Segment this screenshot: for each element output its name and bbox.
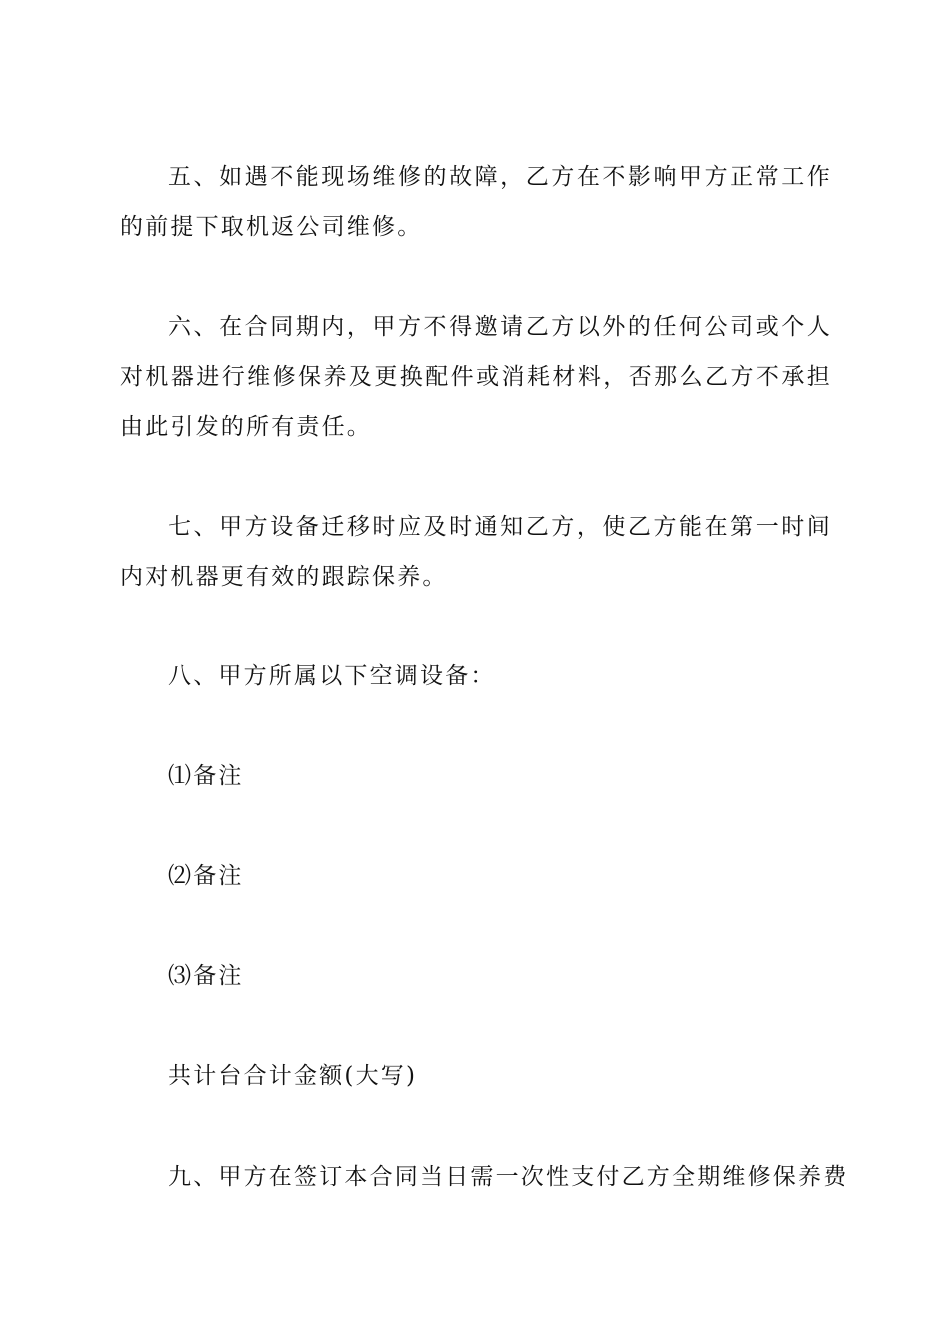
clause-8: 八、甲方所属以下空调设备： <box>168 663 496 689</box>
equipment-note-3: ⑶备注 <box>168 963 244 989</box>
clause-6: 六、在合同期内，甲方不得邀请乙方以外的任何公司或个人对机器进行维修保养及更换配件或消耗材料，否那么乙方不承担由此引发的所有责任。 <box>120 314 832 440</box>
total-amount-line: 共计台合计金额(大写) <box>168 1063 418 1089</box>
clause-9: 九、甲方在签订本合同当日需一次性支付乙方全期维修保养费 <box>168 1164 849 1190</box>
equipment-note-1: ⑴备注 <box>168 763 244 789</box>
clause-5: 五、如遇不能现场维修的故障，乙方在不影响甲方正常工作的前提下取机返公司维修。 <box>120 164 832 240</box>
equipment-note-2: ⑵备注 <box>168 863 244 889</box>
clause-7: 七、甲方设备迁移时应及时通知乙方，使乙方能在第一时间内对机器更有效的跟踪保养。 <box>120 514 832 590</box>
